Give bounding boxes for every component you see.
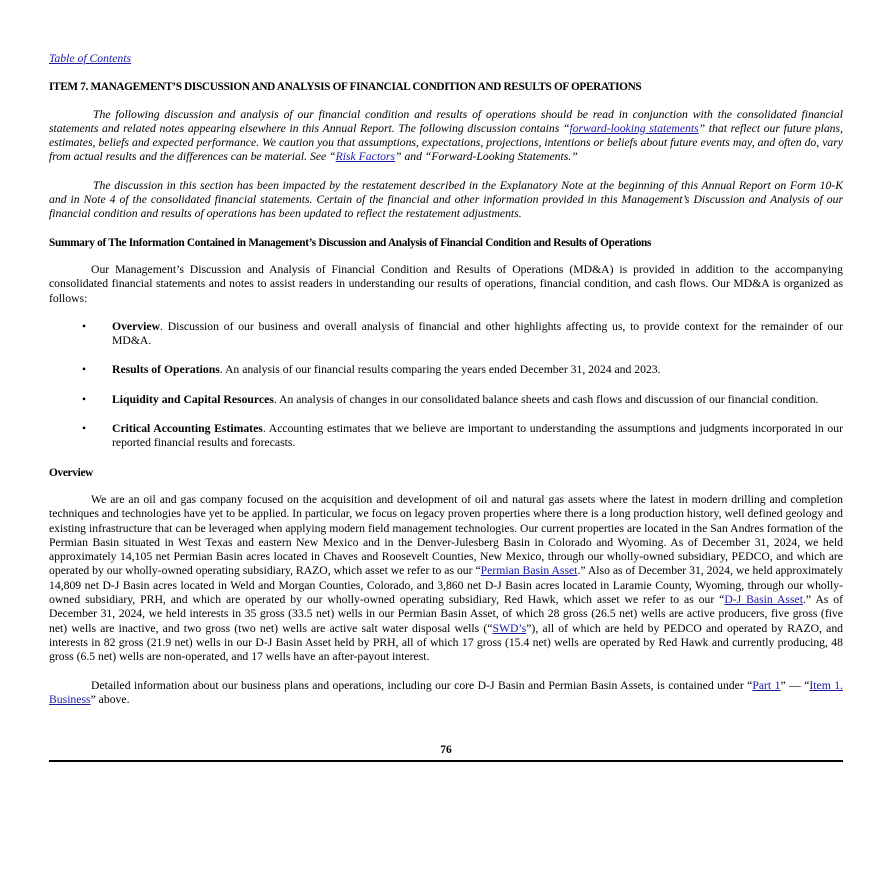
overview-text-3: .” As of December 31, 2024, we held interests in 35 gross (33.5 net) wells in our Permian Basin Asset, of which 28 gross (26.5 net) wells are active producers, five gross (five net) wells are inactive, and two gross (two net) wells are active salt water disposal wells (“ — [49, 593, 843, 635]
intro-text-2: ” that reflect our future plans, estimates, beliefs and expected performance. We caution you that assumptions, expectations, projections, intentions or beliefs about future events may, and often do, vary from actual results and the differences can be material. See “ — [49, 121, 843, 164]
list-item — [49, 422, 843, 451]
list-item — [49, 393, 843, 407]
overview-text-1: We are an oil and gas company focused on the acquisition and development of oil and natural gas assets where the latest in modern drilling and completion techniques and technologies have yet to be applied. In particular, we focus on legacy proven properties where there is a long production history, well defined geology and existing infrastructure that can be leveraged when applying modern field management technologies. Our current properties are located in the San Andres formation of the Permian Basin situated in West Texas and eastern New Mexico and in the Denver-Julesberg Basin in Colorado and Wyoming. As of December 31, 2024, we held approximately 14,105 net Permian Basin acres located in Chaves and Roosevelt Counties, New Mexico, through our wholly-owned subsidiary, PEDCO, and which are operated by our wholly-owned operating subsidiary, RAZO, which asset we refer to as our “ — [49, 492, 843, 578]
list-item-text: . Discussion of our business and overall analysis of financial and other highlights affecting us, to provide context for the remainder of our MD&A. — [112, 319, 843, 348]
risk-factors-link[interactable]: Risk Factors — [335, 150, 396, 164]
intro-text-1: The following discussion and analysis of our financial condition and results of operations should be read in conjunction with the consolidated financial statements and related notes appearing elsewhere in this Annual Report. The following discussion contains “ — [49, 107, 843, 135]
intro-text-3: ” and “Forward-Looking Statements.” — [395, 150, 578, 164]
footer-divider — [49, 760, 843, 762]
detail-text-2: ” — “ — [780, 678, 810, 692]
overview-text-2: .” Also as of December 31, 2024, we held approximately 14,809 net D-J Basin acres located in Weld and Morgan Counties, Colorado, and 3,860 net D-J Basin acres located in Laramie County, Wyoming, through our wholly-owned subsidiary, PRH, and which are operated by our wholly-owned operating subsidiary, Red Hawk, which asset we refer to as our “ — [49, 564, 843, 607]
item-title: ITEM 7. MANAGEMENT’S DISCUSSION AND ANALYSIS OF FINANCIAL CONDITION AND RESULTS OF OPERATIONS — [49, 81, 642, 94]
list-item — [49, 320, 843, 349]
table-of-contents-link[interactable]: Table of Contents — [49, 52, 132, 65]
item-1-business-link[interactable]: Item 1. Business — [49, 678, 844, 706]
bullet-icon: • — [82, 392, 87, 406]
list-item-term: Liquidity and Capital Resources — [112, 392, 274, 406]
restatement-paragraph: The discussion in this section has been impacted by the restatement described in the Explanatory Note at the beginning of this Annual Report on Form 10-K and in Note 4 of the consolidated financial statements. Certain of the financial and other information provided in this Management’s Discussion and Analysis of our financial condition and results of operations has been updated to reflect the restatement adjustments. — [49, 178, 843, 221]
detail-text-1: Detailed information about our business plans and operations, including our core D-J Basin and Permian Basin Assets, is contained under “ — [91, 678, 753, 692]
list-item-term: Overview — [112, 319, 161, 333]
overview-text-4: ”), all of which are held by PEDCO and operated by RAZO, and interests in 82 gross (21.9 net) wells in our D-J Basin Asset held by PRH, all of which 17 gross (15.4 net) wells are operated by Red Hawk and currently producing, 48 gross (6.5 net) wells are non-operated, and 17 wells have an after-payout interest. — [49, 621, 844, 664]
list-item-text: . An analysis of changes in our consolidated balance sheets and cash flows and discussion of our financial condition. — [273, 392, 819, 406]
page-content — [49, 52, 843, 707]
page-number: 76 — [440, 744, 452, 756]
dj-basin-asset-link[interactable]: D-J Basin Asset — [724, 593, 803, 607]
summary-heading: Summary of The Information Contained in Management’s Discussion and Analysis of Financial Condition and Results of Operations — [49, 236, 652, 249]
mdna-outline-list — [49, 320, 843, 451]
permian-basin-asset-link[interactable]: Permian Basin Asset — [480, 564, 578, 578]
overview-heading: Overview — [49, 466, 94, 479]
forward-looking-statements-link[interactable]: forward-looking statements — [569, 121, 699, 135]
list-item-term: Results of Operations — [112, 363, 220, 377]
list-item — [49, 363, 843, 377]
summary-paragraph: Our Management’s Discussion and Analysis of Financial Condition and Results of Operations (MD&A) is provided in addition to the accompanying consolidated financial statements and notes to assist readers in understanding our results of operations, financial condition, and cash flows. Our MD&A is organized as follows: — [49, 262, 843, 305]
list-item-text: . Accounting estimates that we believe are important to understanding the assumptions and judgments incorporated in our reported financial results and forecasts. — [112, 422, 843, 450]
bullet-icon: • — [82, 363, 87, 377]
bullet-icon: • — [82, 319, 87, 333]
list-item-text: . An analysis of our financial results comparing the years ended December 31, 2024 and 2023. — [219, 363, 661, 377]
detail-text-3: ” above. — [90, 692, 130, 706]
part-1-link[interactable]: Part 1 — [752, 678, 781, 692]
overview-paragraph — [49, 493, 843, 665]
swds-link[interactable]: SWD’s — [492, 621, 527, 635]
bullet-icon: • — [82, 422, 87, 436]
list-item-term: Critical Accounting Estimates — [112, 422, 263, 436]
intro-paragraph — [49, 108, 843, 165]
detail-paragraph — [49, 679, 843, 708]
